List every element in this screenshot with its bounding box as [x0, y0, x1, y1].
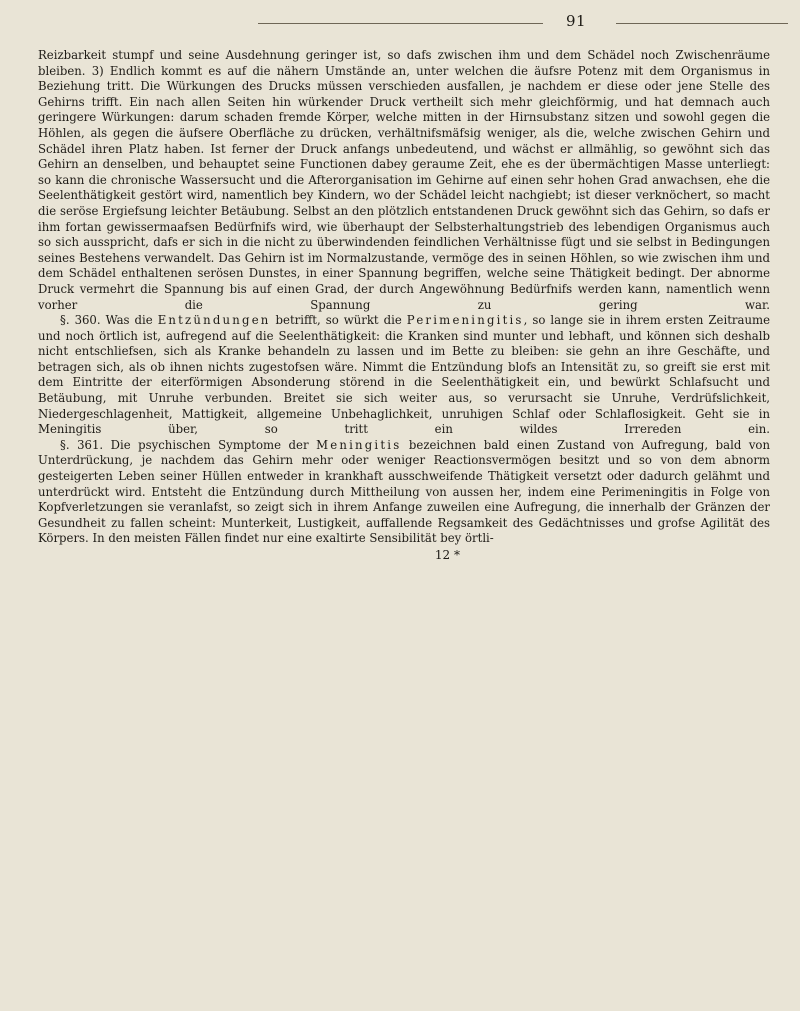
paragraph-text: §. 361. Die psychischen Symptome der: [60, 437, 317, 452]
body-text: [38, 48, 770, 547]
paragraph-text: bezeichnen bald einen Zustand von Aufregung, bald von Unterdrückung, je nachdem das Gehirn mehr oder weniger Reactionsvermögen besitzt und so von dem abnorm gesteigerten Leben seiner Hüllen entweder in krankhaft ausschweifende Thätigkeit versetzt oder dadurch gelähmt und unterdrückt wird. Entsteht die Entzündung durch Mittheilung von aussen her, indem eine Perimeningitis in Folge von Kopfverletzungen sie veranlafst, so zeigt sich in ihrem Anfange zuweilen eine Aufregung, die innerhalb der Gränzen der Gesundheit zu fallen scheint: Munterkeit, Lustigkeit, auffallende Regsamkeit des Gedächtnisses und grofse Agilität des Körpers. In den meisten Fällen findet nur eine exaltirte Sensibilität bey örtli-: [38, 437, 771, 546]
paragraph: [38, 48, 770, 313]
signature-mark: 12 *: [434, 548, 460, 562]
header-rule-right: [616, 23, 788, 24]
paragraph-text: §. 360. Was die: [60, 313, 158, 328]
page-number: 91: [566, 12, 587, 30]
paragraph-text: betrifft, so würkt die: [270, 313, 407, 328]
emphasized-term: Entzündungen: [157, 313, 271, 328]
paragraph: [38, 313, 770, 438]
header-rule-left: [258, 23, 543, 24]
emphasized-term: Perimeningitis: [406, 313, 524, 328]
paragraph-text: , so lange sie in ihrem ersten Zeitraume und noch örtlich ist, aufregend auf die Seelenthätigkeit: die Kranken sind munter und lebhaft, und können sich deshalb nicht entschliefsen, sich als Kranke behandeln zu lassen und im Bette zu bleiben: sie gehn an ihre Geschäfte, und betragen sich, als ob ihnen nichts zugestofsen wäre. Nimmt die Entzündung blofs an Intensität zu, so greift sie erst mit dem Eintritte der eiterförmigen Absonderung störend in die Seelenthätigkeit ein, und bewürkt Schlafsucht und Betäubung, mit Unruhe verbunden. Breitet sie sich weiter aus, so verursacht sie Unruhe, Verdrüfslichkeit, Niedergeschlagenheit, Mattigkeit, allgemeine Unbehaglichkeit, unruhigen Schlaf oder Schlaflosigkeit. Geht sie in Meningitis über, so tritt ein wildes Irrereden ein.: [38, 313, 770, 437]
paragraph: [38, 438, 770, 547]
paragraph-text: Reizbarkeit stumpf und seine Ausdehnung geringer ist, so dafs zwischen ihm und dem Schädel noch Zwischenräume bleiben. 3) Endlich kommt es auf die nähern Umstände an, unter welchen die äufsre Potenz mit dem Organismus in Beziehung tritt. Die Würkungen des Drucks müssen verschieden ausfallen, je nachdem er diese oder jene Stelle des Gehirns trifft. Ein nach allen Seiten hin würkender Druck vertheilt sich mehr gleichförmig, und hat demnach auch geringere Würkungen: darum schaden fremde Körper, welche mitten in der Hirnsubstanz sitzen und sowohl gegen die Höhlen, als gegen die äufsere Oberfläche zu drücken, verhältnifsmäfsig weniger, als die, welche zwischen Gehirn und Schädel ihren Platz haben. Ist ferner der Druck anfangs unbedeutend, und wächst er allmählig, so gewöhnt sich das Gehirn an denselben, und behauptet seine Functionen dabey geraume Zeit, ehe es der übermächtigen Masse unterliegt: so kann die chronische Wassersucht und die Afterorganisation im Gehirne auf einen sehr hohen Grad anwachsen, ehe die Seelenthätigkeit gestört wird, namentlich bey Kindern, wo der Schädel leicht nachgiebt; ist dieser verknöchert, so macht die seröse Ergiefsung leichter Betäubung. Selbst an den plötzlich entstandenen Druck gewöhnt sich das Gehirn, so dafs er ihm fortan gewissermaafsen Bedürfnifs wird, wie überhaupt der Selbsterhaltungstrieb des lebendigen Organismus auch so sich ausspricht, dafs er sich in die nicht zu überwindenden feindlichen Verhältnisse fügt und sie selbst in Bedingungen seines Bestehens verwandelt. Das Gehirn ist im Normalzustande, vermöge des in seinen Höhlen, so wie zwischen ihm und dem Schädel enthaltenen serösen Dunstes, in einer Spannung begriffen, welche seine Thätigkeit bedingt. Der abnorme Druck vermehrt die Spannung bis auf einen Grad, der durch Angewöhnung Bedürfnifs werden kann, namentlich wenn vorher die Spannung zu gering war.: [38, 48, 770, 312]
page-header: [38, 10, 770, 36]
emphasized-term: Meningitis: [316, 437, 402, 452]
